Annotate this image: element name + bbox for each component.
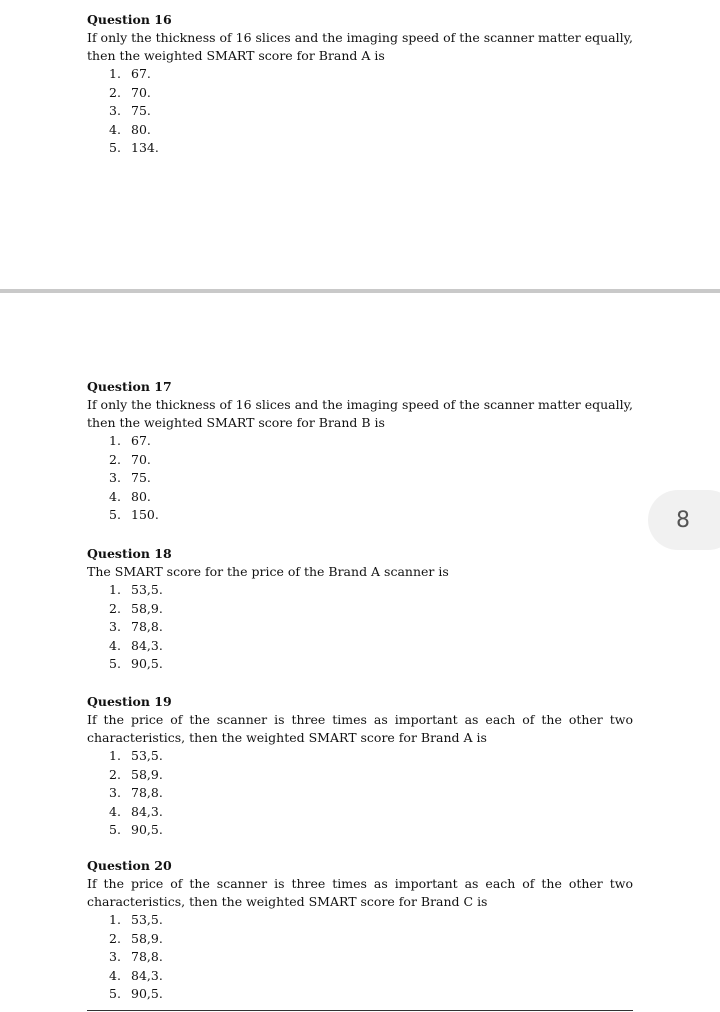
option-value: 75. — [131, 103, 151, 118]
option-value: 75. — [131, 470, 151, 485]
question-18 — [87, 545, 633, 674]
option-item — [109, 911, 633, 930]
option-value: 58,9. — [131, 600, 163, 616]
option-value: 80. — [131, 488, 151, 504]
option-value: 67. — [131, 66, 151, 81]
page-top — [0, 0, 720, 289]
question-19 — [87, 693, 633, 840]
option-item — [109, 784, 633, 803]
option-number: 4. — [109, 637, 121, 653]
option-number: 2. — [109, 84, 121, 100]
footer-divider — [87, 1010, 633, 1011]
option-number: 3. — [109, 619, 121, 634]
options-list — [87, 581, 633, 674]
question-text: If only the thickness of 16 slices and the imaging speed of the scanner matter equally, then the weighted SMART score for Brand A is — [87, 30, 633, 63]
question-text: If the price of the scanner is three times as important as each of the other two characteristics, then the weighted SMART score for Brand A is — [87, 712, 633, 745]
option-number: 2. — [109, 930, 121, 946]
option-value: 78,8. — [131, 949, 163, 964]
option-value: 78,8. — [131, 785, 163, 800]
option-item — [109, 432, 633, 451]
page-bottom — [0, 293, 720, 1012]
option-item — [109, 488, 633, 507]
option-number: 1. — [109, 433, 121, 448]
option-value: 78,8. — [131, 619, 163, 634]
option-number: 1. — [109, 66, 121, 81]
option-value: 84,3. — [131, 803, 163, 819]
option-number: 3. — [109, 470, 121, 485]
question-20 — [87, 857, 633, 1004]
question-title: Question 20 — [87, 858, 172, 873]
options-list — [87, 747, 633, 840]
question-16 — [87, 11, 633, 158]
option-value: 53,5. — [131, 912, 163, 927]
option-item — [109, 821, 633, 840]
option-item — [109, 600, 633, 619]
option-value: 58,9. — [131, 930, 163, 946]
option-value: 90,5. — [131, 822, 163, 837]
option-value: 70. — [131, 84, 151, 100]
option-item — [109, 985, 633, 1004]
option-number: 5. — [109, 986, 121, 1001]
option-number: 1. — [109, 748, 121, 763]
option-number: 5. — [109, 656, 121, 671]
option-item — [109, 747, 633, 766]
question-text: If only the thickness of 16 slices and the imaging speed of the scanner matter equally, then the weighted SMART score for Brand B is — [87, 397, 633, 430]
option-item — [109, 930, 633, 949]
question-text: If the price of the scanner is three times as important as each of the other two characteristics, then the weighted SMART score for Brand C is — [87, 876, 633, 909]
option-item — [109, 139, 633, 158]
option-value: 80. — [131, 121, 151, 137]
option-item — [109, 581, 633, 600]
option-item — [109, 618, 633, 637]
question-title: Question 19 — [87, 694, 172, 709]
option-number: 5. — [109, 822, 121, 837]
question-title: Question 17 — [87, 379, 172, 394]
question-title: Question 16 — [87, 12, 172, 27]
question-text: The SMART score for the price of the Brand A scanner is — [87, 564, 449, 579]
option-number: 4. — [109, 967, 121, 983]
option-value: 84,3. — [131, 967, 163, 983]
option-value: 90,5. — [131, 986, 163, 1001]
option-item — [109, 84, 633, 103]
option-item — [109, 506, 633, 525]
option-item — [109, 948, 633, 967]
option-item — [109, 65, 633, 84]
option-number: 1. — [109, 912, 121, 927]
option-value: 53,5. — [131, 582, 163, 597]
options-list — [87, 432, 633, 525]
option-item — [109, 766, 633, 785]
option-value: 84,3. — [131, 637, 163, 653]
option-value: 90,5. — [131, 656, 163, 671]
option-item — [109, 637, 633, 656]
option-number: 5. — [109, 507, 121, 522]
option-item — [109, 102, 633, 121]
option-number: 4. — [109, 488, 121, 504]
option-value: 70. — [131, 451, 151, 467]
option-item — [109, 451, 633, 470]
page-number: 8 — [676, 507, 690, 533]
option-number: 3. — [109, 103, 121, 118]
option-item — [109, 967, 633, 986]
option-value: 58,9. — [131, 766, 163, 782]
option-number: 4. — [109, 803, 121, 819]
option-value: 53,5. — [131, 748, 163, 763]
option-value: 134. — [131, 140, 159, 155]
option-value: 67. — [131, 433, 151, 448]
option-number: 2. — [109, 766, 121, 782]
question-title: Question 18 — [87, 546, 172, 561]
page-number-badge[interactable] — [648, 490, 720, 550]
option-value: 150. — [131, 507, 159, 522]
option-number: 5. — [109, 140, 121, 155]
options-list — [87, 911, 633, 1004]
question-17 — [87, 378, 633, 525]
option-number: 2. — [109, 600, 121, 616]
option-number: 3. — [109, 785, 121, 800]
option-item — [109, 803, 633, 822]
option-item — [109, 655, 633, 674]
option-number: 1. — [109, 582, 121, 597]
option-number: 3. — [109, 949, 121, 964]
option-number: 2. — [109, 451, 121, 467]
option-item — [109, 469, 633, 488]
option-number: 4. — [109, 121, 121, 137]
options-list — [87, 65, 633, 158]
option-item — [109, 121, 633, 140]
